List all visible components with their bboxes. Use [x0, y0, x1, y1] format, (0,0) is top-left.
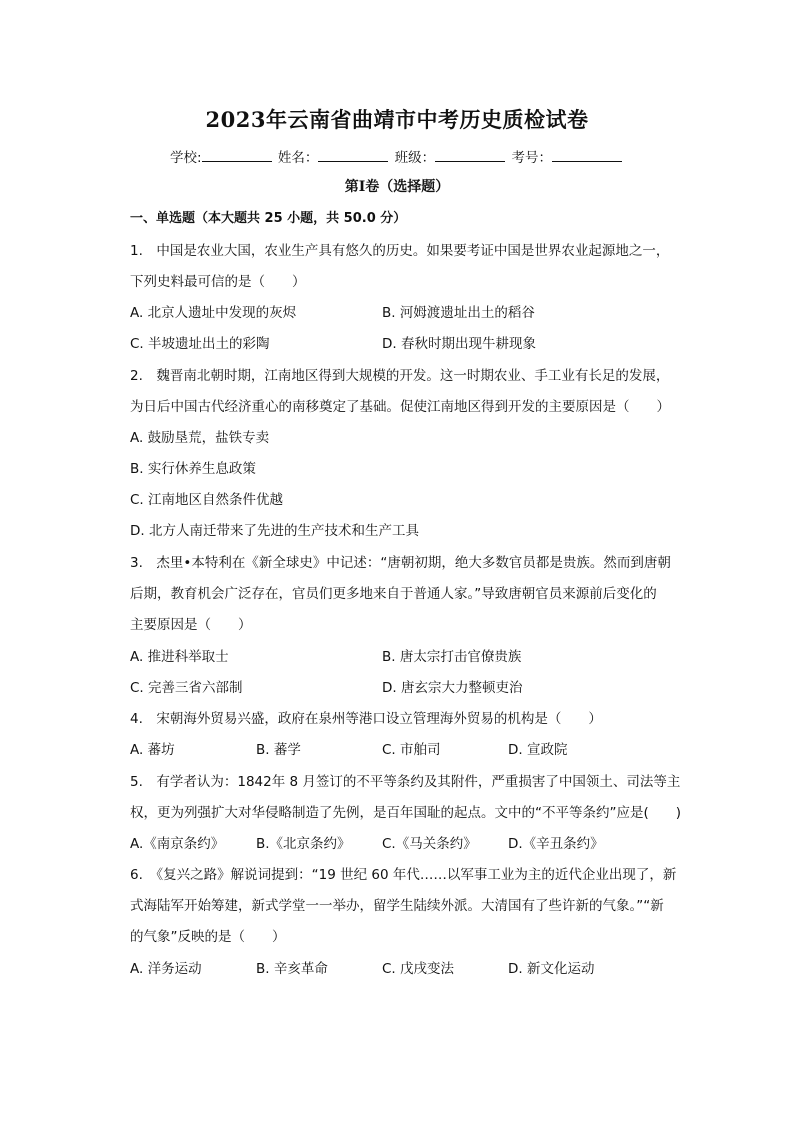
question-5-line-2: 权，更为列强扩大对华侵略制造了先例，是百年国耻的起点。文中的“不平等条约”应是( )	[130, 805, 682, 821]
part-heading: 第I卷（选择题）	[344, 179, 450, 195]
question-3-line-2: 后期，教育机会广泛存在，官员们更多地来自于普通人家。”导致唐朝官员来源前后变化的	[130, 586, 657, 602]
exam-no-blank	[552, 149, 622, 162]
question-4-line-1: 4. 宋朝海外贸易兴盛，政府在泉州等港口设立管理海外贸易的机构是（ ）	[130, 711, 602, 727]
question-6-option-b: B. 辛亥革命	[256, 961, 328, 977]
question-6-option-a: A. 洋务运动	[130, 961, 202, 977]
student-info-row	[0, 146, 794, 166]
question-2-option-b: B. 实行休养生息政策	[130, 461, 256, 477]
question-3-line-1: 3. 杰里•本特利在《新全球史》中记述：“唐朝初期，绝大多数官员都是贵族。然而到唐朝	[130, 555, 671, 571]
question-6-line-1: 6. 《复兴之路》解说词提到：“19 世纪 60 年代……以军事工业为主的近代企业出现了，新	[130, 867, 677, 883]
question-2-line-1: 2. 魏晋南北朝时期，江南地区得到大规模的开发。这一时期农业、手工业有长足的发展，	[130, 368, 670, 384]
exam-no-label: 考号：	[511, 150, 552, 166]
question-1-option-c: C. 半坡遗址出土的彩陶	[130, 336, 270, 352]
question-6-line-2: 式海陆军开始筹建，新式学堂一一举办，留学生陆续外派。大清国有了些许新的气象。”“新	[130, 898, 664, 914]
question-2-option-a: A. 鼓励垦荒，盐铁专卖	[130, 430, 270, 446]
school-label: 学校:	[170, 150, 202, 166]
class-label: 班级：	[394, 150, 436, 166]
question-1-option-d: D. 春秋时期出现牛耕现象	[382, 336, 536, 352]
question-6-line-3: 的气象”反映的是（ ）	[130, 929, 286, 945]
question-5-option-a: A.《南京条约》	[130, 836, 225, 852]
question-3-option-a: A. 推进科举取士	[130, 649, 229, 665]
question-6-option-c: C. 戊戌变法	[382, 961, 455, 977]
question-4-option-a: A. 蕃坊	[130, 742, 175, 758]
question-2-line-2: 为日后中国古代经济重心的南移奠定了基础。促使江南地区得到开发的主要原因是（ ）	[130, 399, 670, 415]
question-5-option-b: B.《北京条约》	[256, 836, 351, 852]
question-3-option-c: C. 完善三省六部制	[130, 680, 243, 696]
question-1-option-a: A. 北京人遗址中发现的灰烬	[130, 305, 297, 321]
section-heading: 一、单选题（本大题共 25 小题，共 50.0 分）	[130, 211, 407, 226]
page-title: 2023年云南省曲靖市中考历史质检试卷	[205, 107, 589, 132]
question-5-option-d: D.《辛丑条约》	[508, 836, 604, 852]
question-2-option-c: C. 江南地区自然条件优越	[130, 492, 284, 508]
question-5-option-c: C.《马关条约》	[382, 836, 477, 852]
class-blank	[435, 149, 505, 162]
question-1-line-2: 下列史料最可信的是（ ）	[130, 274, 306, 290]
question-4-option-b: B. 蕃学	[256, 742, 301, 758]
question-2-option-d: D. 北方人南迁带来了先进的生产技术和生产工具	[130, 523, 419, 539]
question-3-option-b: B. 唐太宗打击官僚贵族	[382, 649, 522, 665]
question-6-option-d: D. 新文化运动	[508, 961, 595, 977]
question-1-line-1: 1. 中国是农业大国，农业生产具有悠久的历史。如果要考证中国是世界农业起源地之一，	[130, 243, 670, 259]
question-3-line-3: 主要原因是（ ）	[130, 617, 252, 633]
question-5-line-1: 5. 有学者认为：1842年 8 月签订的不平等条约及其附件，严重损害了中国领土、司法等主	[130, 774, 681, 790]
name-blank	[318, 149, 388, 162]
question-1-option-b: B. 河姆渡遗址出土的稻谷	[382, 305, 535, 321]
question-4-option-c: C. 市舶司	[382, 742, 441, 758]
question-4-option-d: D. 宣政院	[508, 742, 568, 758]
name-label: 姓名：	[277, 150, 319, 166]
question-3-option-d: D. 唐玄宗大力整顿吏治	[382, 680, 523, 696]
school-blank	[202, 149, 272, 162]
